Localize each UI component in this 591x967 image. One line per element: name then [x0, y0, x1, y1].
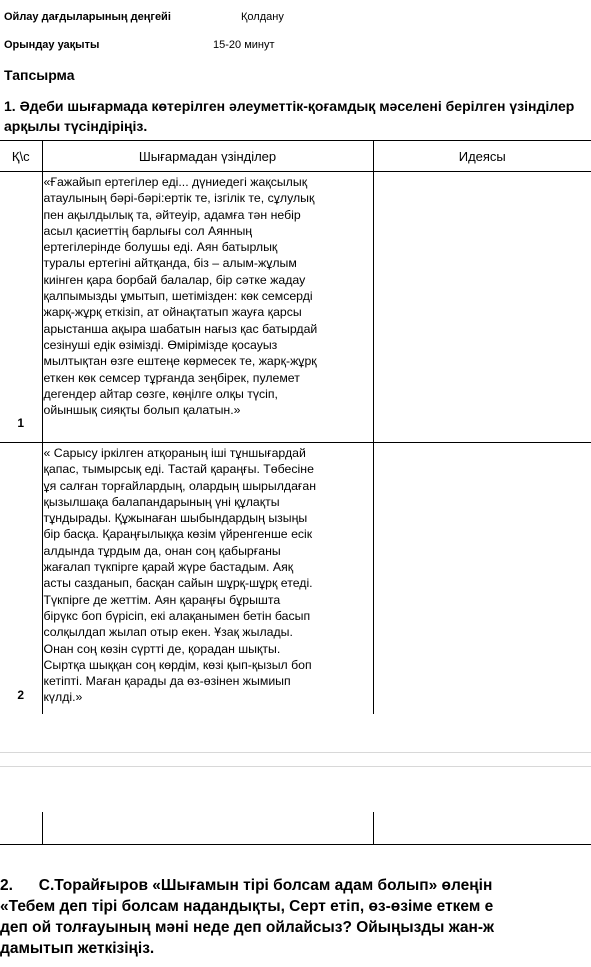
excerpt-text: « Сарысу іркілген атқораның іші тұншығардай қапас, тымырсық еді. Тастай қараңғы. Төбесіне ұя салған торғайлардың, олардың шырылдаған қызылшақа балапандарының үні құлақты тұндырады. Құжынаған шыбындардың ызыңы бір басқа. Қараңғылыққа көзім үйренгенше есік алдында тұрдым да, онан соң қабырғаны жағалап түкпірге қарай жүре бастадым. Аяқ асты сазданып, басқан сайын шұрқ-шұрқ етеді. Түкпірге де жеттім. Аян қараңғы бұрышта бірүкс боп бүрісіп, екі алақанымен бетін басып солқылдап жылап отыр екен. Ұзақ жылады. Онан соң көзін сүртті де, қорадан шықты. Сыртқа шыққан соң көрдім, көзі қып-қызыл боп кетіпті. Маған қарады да өз-өзінен жымиып күлді.»	[43, 446, 317, 705]
table-row	[0, 443, 591, 714]
page-divider-bottom	[0, 766, 591, 767]
question-2-line-1: 2. С.Торайғыров «Шығамын тірі болсам адам болып» өлеңін	[0, 877, 493, 894]
excerpt-cell	[42, 443, 373, 714]
row-number-cell	[0, 443, 42, 714]
excerpt-text: «Ғажайып ертегілер еді... дүниедегі жақсылық атаулының бәрі-бәрі:ертік те, ізгілік те, сұлулық пен ақылдылық та, әйтеуір, адамға тән небір асыл қасиеттің барлығы сол Аянның ертегілерінде болушы еді. Аян батырлық туралы ертегіні айтқанда, біз – алым-жұлым киінген қара борбай балалар, бір сәтке жадау қалпымызды ұмытып, шетімізден: көк семсерді жарқ-жұрқ еткізіп, ат ойнақтатып жауға қарсы арыстанша ақыра шабатын нағыз қас батырдай сезінуші едік өзімізді. Өмірімізде қосауыз мылтықтан өзге ештеңе көрмесек те, жарқ-жұрқ еткен көк семсер тұрғанда зеңбірек, пулемет дегендер айтар сөзге, көңілге олқы түсіп, ойыншық сияқты болып қалатын.»	[43, 175, 318, 418]
table-header-row	[0, 141, 591, 172]
duration-label: Орындау уақыты	[4, 39, 100, 51]
question-2-line-2: «Тебем деп тірі болсам надандықты, Серт етіп, өз-өзіме еткем е	[0, 898, 494, 915]
duration-value: 15-20 минут	[213, 39, 275, 51]
idea-cell[interactable]	[373, 443, 591, 714]
thinking-level-label: Ойлау дағдыларының деңгейі	[4, 11, 171, 23]
table-continuation-line-right	[373, 812, 374, 844]
question-2-line-4: дамытып жеткізіңіз.	[0, 940, 155, 957]
task-title: Тапсырма	[4, 67, 75, 83]
column-header-excerpts: Шығармадан үзінділер	[42, 141, 373, 172]
idea-cell[interactable]	[373, 172, 591, 443]
column-header-number: Қ\с	[0, 141, 42, 172]
excerpt-cell	[42, 172, 373, 443]
thinking-level-value: Қолдану	[241, 11, 284, 23]
table-continuation-line-left	[42, 812, 43, 844]
page-divider-top	[0, 752, 591, 753]
table-continuation-bottom	[0, 844, 591, 845]
row-number-cell	[0, 172, 42, 443]
question-1-text: 1. Әдеби шығармада көтерілген әлеуметтік-қоғамдық мәселені берілген үзінділер арқылы түсіндіріңіз.	[4, 98, 575, 134]
row-number: 1	[17, 416, 25, 430]
table-row	[0, 172, 591, 443]
column-header-ideas: Идеясы	[373, 141, 591, 172]
excerpts-table	[0, 140, 591, 714]
row-number: 2	[17, 687, 25, 702]
question-2-line-3: деп ой толғауының мәні неде деп ойлайсыз? Ойыңызды жан-ж	[0, 919, 495, 936]
